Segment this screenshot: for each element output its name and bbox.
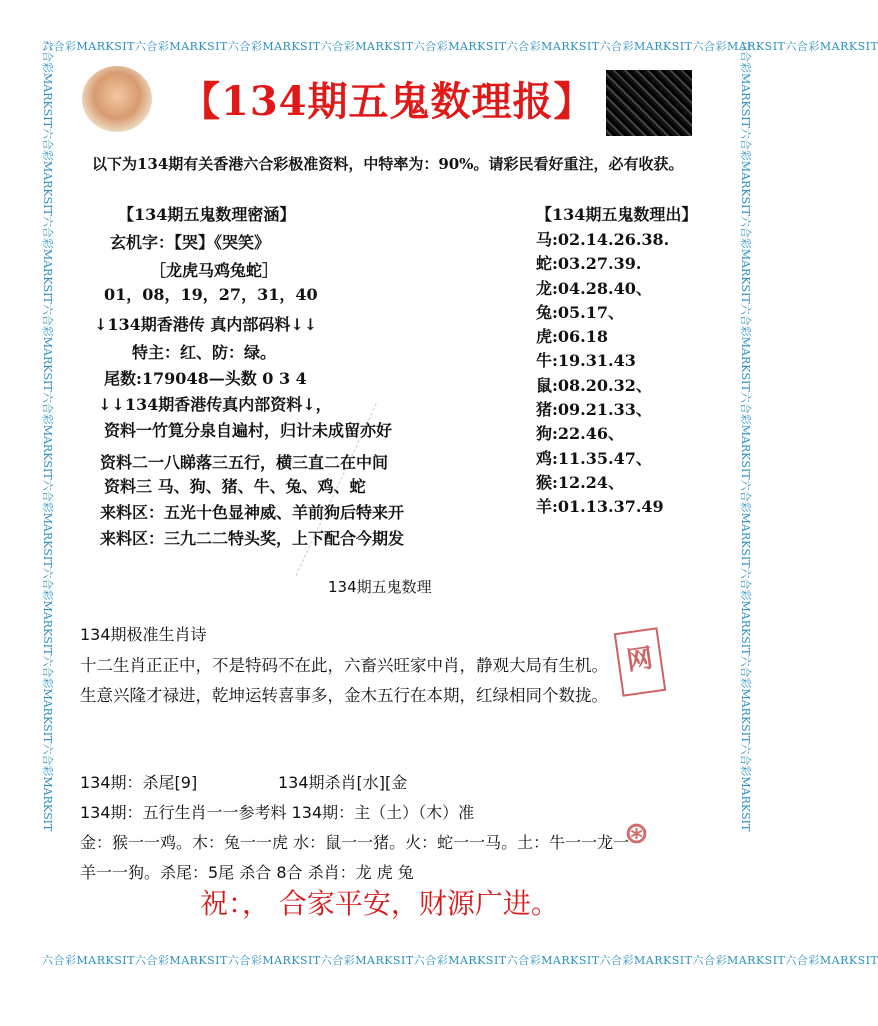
list-item: 猴:12.24、 (536, 472, 625, 492)
right-heading: 【134期五鬼数理出】 (536, 205, 698, 224)
five-elements-line: 金：猴一一鸡。木：兔一一虎 水：鼠一一猪。火：蛇一一马。土：牛一一龙一 (80, 833, 630, 852)
poem-line-1: 十二生肖正正中，不是特码不在此，六畜兴旺家中肖，静观大局有生机。 (80, 656, 608, 675)
kill-zodiac-line: 134期杀肖[水][金 (278, 773, 408, 792)
numbers-line: 01，08，19，27，31，40 (104, 285, 318, 304)
laoliao-1: 来料区：五光十色显神威、羊前狗后特来开 (100, 503, 405, 522)
zodiac-line: ［龙虎马鸡兔蛇］ (150, 261, 279, 280)
zodiac-number-list (536, 228, 669, 520)
list-item: 猪:09.21.33、 (536, 400, 652, 420)
left-heading: 【134期五鬼数理密涵】 (118, 205, 296, 224)
list-item: 龙:04.28.40、 (536, 278, 652, 298)
blessing-text: 祝：， 合家平安，财源广进。 (200, 887, 559, 920)
frame-right-text: 六合彩MARKSIT六合彩MARKSIT六合彩MARKSIT六合彩MARKSIT六合彩MARKSIT六合彩MARKSIT六合彩MARKSIT六合彩MARKSIT六合彩MARKSIT (739, 40, 752, 832)
ziliao-1: 资料一竹筧分泉自遍村，归计未成留亦好 (104, 421, 393, 440)
inner-code-line: ↓134期香港传 真内部码料↓↓ (94, 315, 318, 334)
section-title: 134期五鬼数理 (328, 578, 432, 596)
frame-top-text: 六合彩MARKSIT六合彩MARKSIT六合彩MARKSIT六合彩MARKSIT六合彩MARKSIT六合彩MARKSIT六合彩MARKSIT六合彩MARKSIT六合彩MARKSIT (42, 40, 878, 53)
list-item: 狗:22.46、 (536, 424, 625, 444)
laoliao-2: 来料区：三九二二特头奖，上下配合今期发 (100, 529, 405, 548)
list-item: 虎:06.18 (536, 327, 609, 347)
poem-heading: 134期极准生肖诗 (80, 625, 207, 644)
avatar-photo (82, 66, 152, 132)
list-item: 牛:19.31.43 (536, 351, 636, 371)
list-item: 蛇:03.27.39. (536, 254, 642, 274)
list-item: 马:02.14.26.38. (536, 230, 670, 249)
red-mark-stamp: ⊛ (624, 816, 650, 851)
poem-line-2: 生意兴隆才禄进，乾坤运转喜事多，金木五行在本期，红绿相同个数拢。 (80, 686, 608, 705)
frame-left (42, 40, 58, 960)
red-seal-stamp: 网 (614, 627, 666, 697)
list-item: 鼠:08.20.32、 (536, 375, 652, 395)
tezhu-line: 特主：红、防：绿。 (132, 343, 277, 362)
intro-text: 以下为134期有关香港六合彩极准资料，中特率为：90%。请彩民看好重注，必有收获。 (92, 155, 684, 173)
list-item: 兔:05.17、 (536, 302, 625, 322)
inner-data-line: ↓↓134期香港传真内部资料↓， (98, 395, 332, 414)
frame-right (740, 40, 756, 960)
xuanji-line: 玄机字：【哭】《哭笑》 (110, 233, 271, 252)
list-item: 鸡:11.35.47、 (536, 448, 652, 468)
frame-left-text: 六合彩MARKSIT六合彩MARKSIT六合彩MARKSIT六合彩MARKSIT六合彩MARKSIT六合彩MARKSIT六合彩MARKSIT六合彩MARKSIT六合彩MARKSIT (41, 40, 54, 832)
ziliao-2: 资料二一八睇落三五行，横三直二在中间 (100, 453, 389, 472)
kill-summary-line: 羊一一狗。杀尾：5尾 杀合 8合 杀肖：龙 虎 兔 (80, 863, 414, 882)
qr-code-image (606, 70, 692, 136)
weishu-line: 尾数:179048—头数 0 3 4 (104, 369, 307, 388)
list-item: 羊:01.13.37.49 (536, 497, 664, 517)
kill-tail-line: 134期：杀尾[9] (80, 773, 198, 792)
five-elements-heading: 134期：五行生肖一一参考料 134期：主（土）（木）准 (80, 803, 475, 822)
ziliao-3: 资料三 马、狗、猪、牛、兔、鸡、蛇 (104, 477, 366, 496)
frame-bottom-text: 六合彩MARKSIT六合彩MARKSIT六合彩MARKSIT六合彩MARKSIT六合彩MARKSIT六合彩MARKSIT六合彩MARKSIT六合彩MARKSIT六合彩MARKSIT (42, 954, 878, 967)
page-title: 【134期五鬼数理报】 (180, 78, 595, 125)
